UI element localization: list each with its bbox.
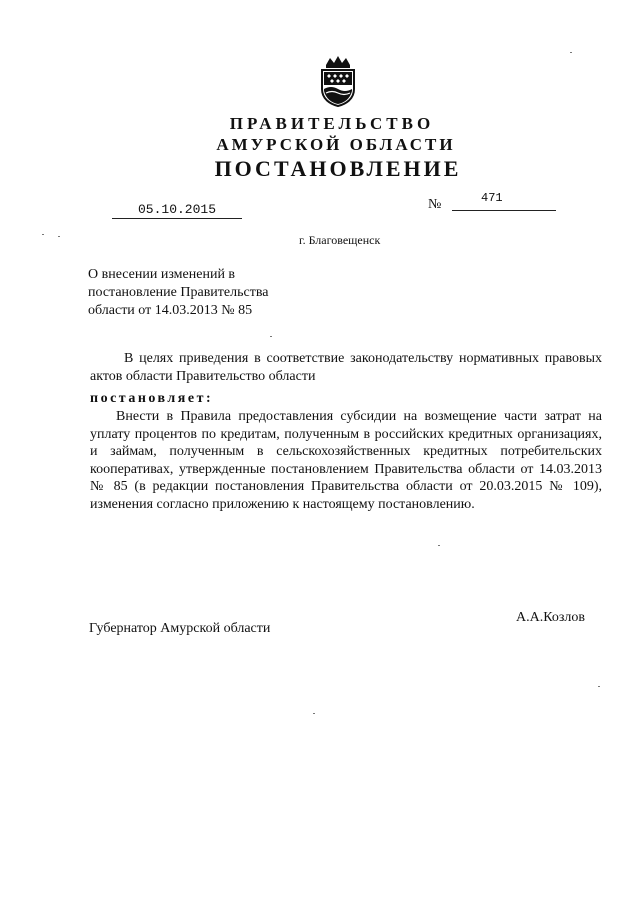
document-number: 471 xyxy=(481,191,503,205)
preamble-paragraph: В целях приведения в соответствие законодательству нормативных правовых актов области Правительство области xyxy=(90,351,602,384)
main-paragraph: Внести в Правила предоставления субсидии на возмещение части затрат на уплату процентов по кредитам, полученным в российских кредитных организациях, и займам, полученным в сельскохозяйственных кредитных потребительских кооперативах, утвержденные постановлением Правительства области от 14.03.2013 № 85 (в редакции постановления Правительства области от 20.03.2015 № 109), изменения согласно приложению к настоящему постановлению. xyxy=(90,409,602,512)
org-name-line2: АМУРСКОЙ ОБЛАСТИ xyxy=(216,135,456,154)
scan-speck xyxy=(313,713,315,714)
scan-speck xyxy=(270,336,272,337)
scan-speck xyxy=(570,52,572,53)
scan-speck xyxy=(42,234,44,235)
signatory-title: Губернатор Амурской области xyxy=(89,621,271,636)
document-subject: О внесении изменений в постановление Правительства области от 14.03.2013 № 85 xyxy=(88,267,269,318)
scan-speck xyxy=(438,545,440,546)
coat-of-arms-icon xyxy=(318,55,358,107)
signatory-name: А.А.Козлов xyxy=(516,610,585,625)
number-sign: № xyxy=(428,197,442,212)
scan-speck xyxy=(58,236,60,237)
city-name: г. Благовещенск xyxy=(299,233,381,247)
document-type: ПОСТАНОВЛЕНИЕ xyxy=(214,156,462,181)
scan-speck xyxy=(598,686,600,687)
document-date: 05.10.2015 xyxy=(138,202,217,217)
number-underline xyxy=(452,197,556,211)
decision-word: постановляет: xyxy=(90,391,214,406)
org-name-line1: ПРАВИТЕЛЬСТВО xyxy=(229,114,435,133)
